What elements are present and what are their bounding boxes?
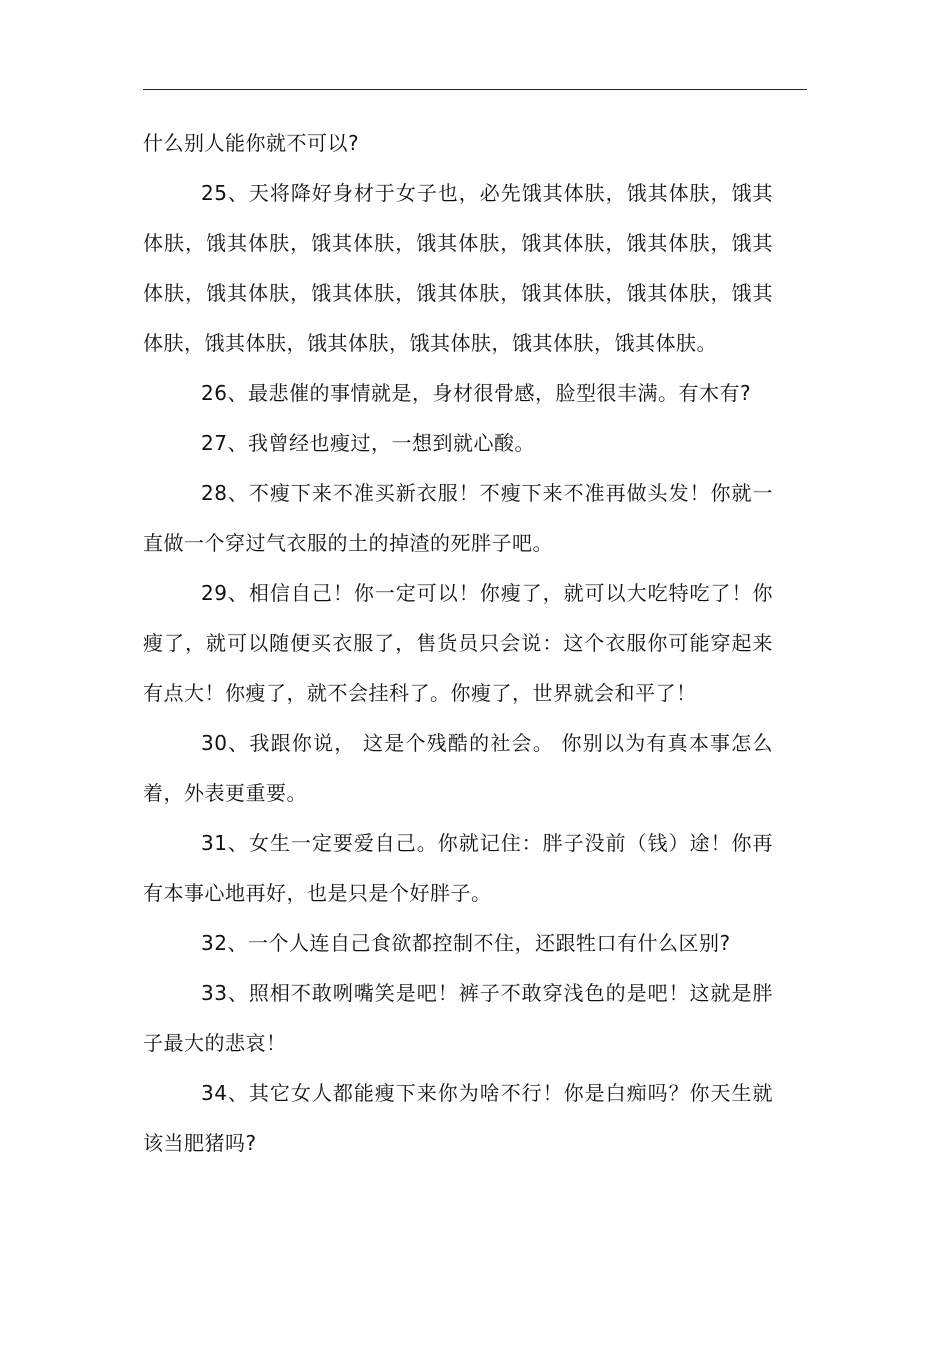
paragraph-28: 28、不瘦下来不准买新衣服！不瘦下来不准再做头发！你就一直做一个穿过气衣服的土的掉渣的死胖子吧。 [143,481,773,555]
document-body [143,118,773,1168]
paragraph-29: 29、相信自己！你一定可以！你瘦了，就可以大吃特吃了！你瘦了，就可以随便买衣服了，售货员只会说：这个衣服你可能穿起来有点大！你瘦了，就不会挂科了。你瘦了，世界就会和平了！ [143,581,773,705]
paragraph-26: 26、最悲催的事情就是，身材很骨感，脸型很丰满。有木有? [201,381,752,405]
paragraph-33: 33、照相不敢咧嘴笑是吧！裤子不敢穿浅色的是吧！这就是胖子最大的悲哀！ [143,981,773,1055]
paragraph-27: 27、我曾经也瘦过，一想到就心酸。 [201,431,535,455]
paragraph-continuation: 什么别人能你就不可以? [143,131,360,155]
paragraph-32: 32、一个人连自己食欲都控制不住，还跟牲口有什么区别? [201,931,731,955]
header-rule [143,89,807,90]
paragraph-34: 34、其它女人都能瘦下来你为啥不行！你是白痴吗？你天生就该当肥猪吗? [143,1081,773,1155]
paragraph-25: 25、天将降好身材于女子也，必先饿其体肤，饿其体肤，饿其体肤，饿其体肤，饿其体肤，饿其体肤，饿其体肤，饿其体肤，饿其体肤，饿其体肤，饿其体肤，饿其体肤，饿其体肤，饿其体肤，饿其体肤，饿其体肤，饿其体肤，饿其体肤，饿其体肤，饿其体肤。 [143,181,773,355]
paragraph-30: 30、我跟你说， 这是个残酷的社会。 你别以为有真本事怎么着，外表更重要。 [143,731,773,805]
paragraph-31: 31、女生一定要爱自己。你就记住：胖子没前（钱）途！你再有本事心地再好，也是只是个好胖子。 [143,831,773,905]
